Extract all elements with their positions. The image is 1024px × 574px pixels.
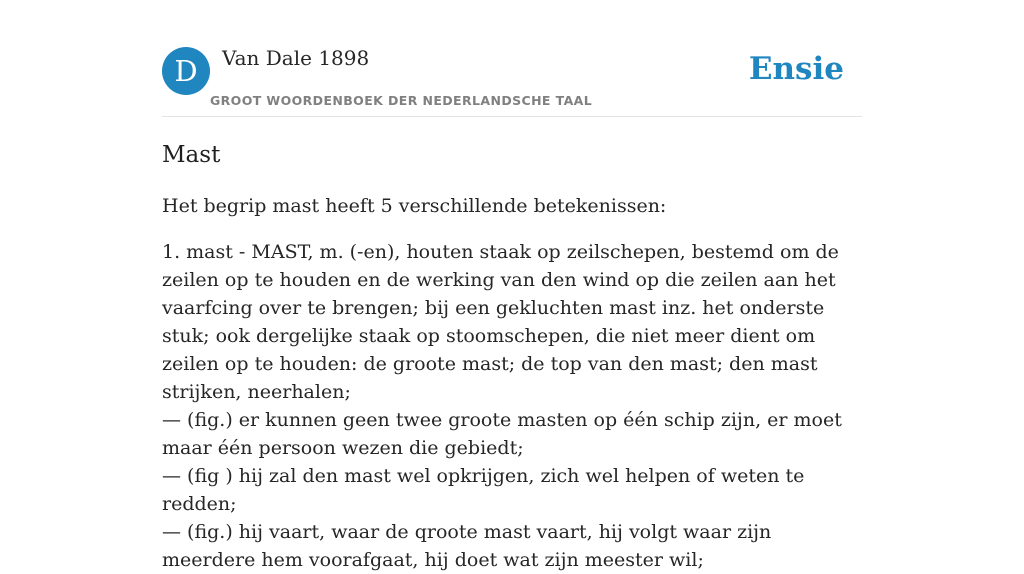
definition-line: 1. mast - MAST, m. (-en), houten staak op zeilschepen, bestemd om de zeilen op te houden en de werking van den wind op die zeilen aan het vaarfcing over te brengen; bij een gekluchten mast inz. het onderste stuk; ook dergelijke staak op stoomschepen, die niet meer dient om zeilen op te houden: de groote mast; de top van den mast; den mast strijken, neerhalen; (162, 241, 839, 403)
definition-line: — (fig.) er kunnen geen twee groote masten op één schip zijn, er moet maar één persoon wezen die gebiedt; (162, 409, 842, 459)
source-title[interactable]: Van Dale 1898 (222, 46, 370, 70)
brand-logo[interactable]: Ensie (748, 51, 844, 87)
dictionary-header (162, 0, 862, 117)
entry-intro: Het begrip mast heeft 5 verschillende betekenissen: (162, 195, 667, 217)
source-subtitle: GROOT WOORDENBOEK DER NEDERLANDSCHE TAAL (210, 93, 593, 108)
definition-line: — (fig ) hij zal den mast wel opkrijgen, zich wel helpen of weten te redden; (162, 465, 805, 515)
entry-title: Mast (162, 142, 221, 168)
entry-definition (162, 238, 862, 574)
definition-line: — (fig.) hij vaart, waar de qroote mast vaart, hij volgt waar zijn meerdere hem voorafgaat, hij doet wat zijn meester wil; (162, 521, 772, 571)
source-logo[interactable]: D (162, 47, 210, 95)
entry-content (162, 138, 862, 574)
